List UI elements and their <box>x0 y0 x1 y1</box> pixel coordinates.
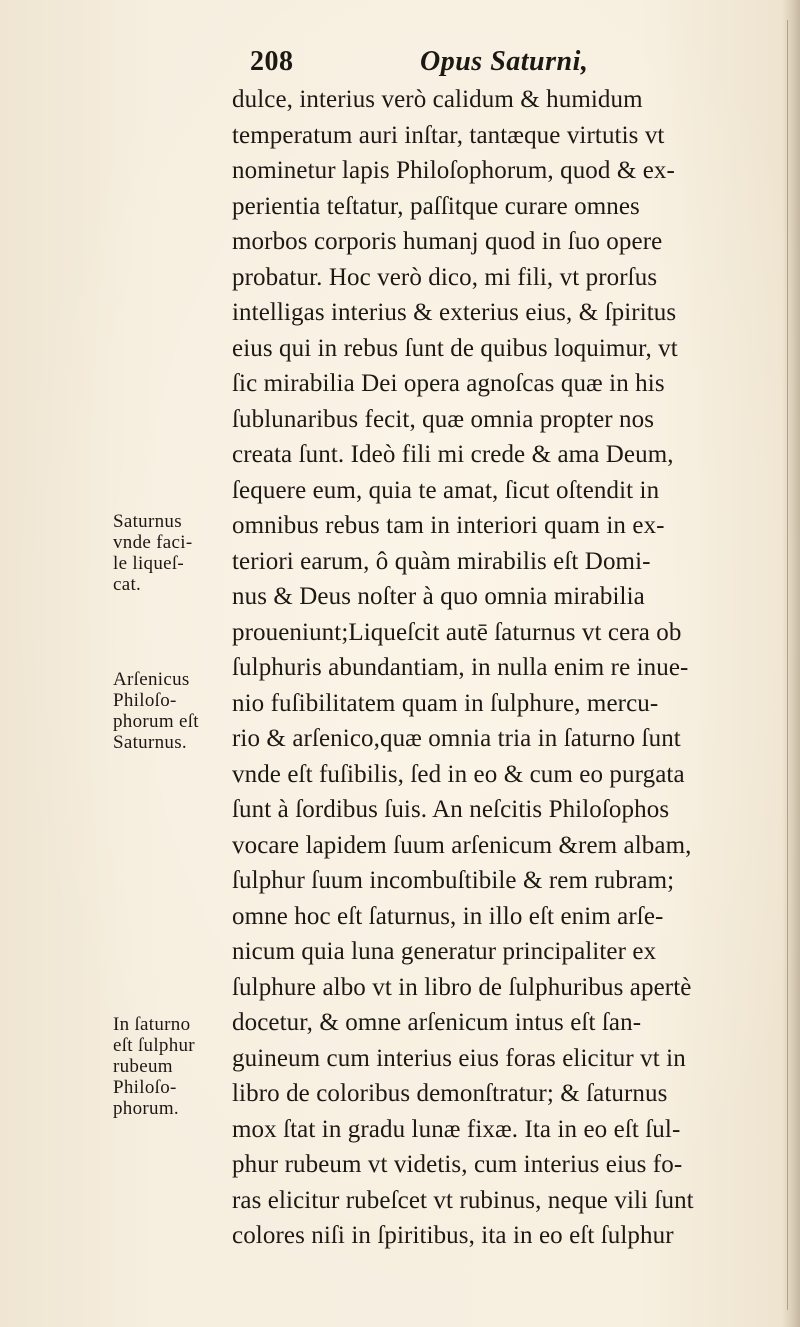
text-line: colores niſi in ſpiritibus, ita in eo eſt ſulphur <box>232 1222 674 1249</box>
running-title: Opus Saturni, <box>420 46 589 77</box>
text-line: vnde eſt fuſibilis, ſed in eo & cum eo purgata <box>232 760 685 788</box>
main-text-block <box>232 82 780 1254</box>
margin-note-line: phorum. <box>113 1098 179 1119</box>
margin-note-arsenicus <box>113 669 223 753</box>
text-line: ſunt à ſordibus ſuis. An neſcitis Philoſophos <box>232 796 670 823</box>
margin-note-saturno <box>113 1014 223 1119</box>
page-edge-shadow <box>782 0 800 1327</box>
text-line: ſic mirabilia Dei opera agnoſcas quæ in his <box>232 370 665 397</box>
text-line: omnibus rebus tam in interiori quam in ex- <box>232 512 665 539</box>
margin-note-line: phorum eſt <box>113 711 199 732</box>
text-line: creata ſunt. Ideò fili mi crede & ama Deum, <box>232 441 674 468</box>
text-line: probatur. Hoc verò dico, mi fili, vt prorſus <box>232 263 658 291</box>
text-line: ſulphure albo vt in libro de ſulphuribus apertè <box>232 973 692 1001</box>
text-line: perientia teſtatur, paſſitque curare omnes <box>232 192 640 220</box>
margin-note-line: rubeum <box>113 1056 173 1077</box>
margin-note-saturnus <box>113 511 223 595</box>
text-line: ras elicitur rubeſcet vt rubinus, neque vili ſunt <box>232 1186 694 1214</box>
text-line: rio & arſenico,quæ omnia tria in ſaturno ſunt <box>232 725 681 752</box>
text-line: teriori earum, ô quàm mirabilis eſt Domi- <box>232 547 651 575</box>
text-line: dulce, interius verò calidum & humidum <box>232 86 643 113</box>
text-line: proueniunt;Liqueſcit autē ſaturnus vt cera ob <box>232 618 682 646</box>
page-number: 208 <box>250 46 294 77</box>
text-line: libro de coloribus demonſtratur; & ſaturnus <box>232 1080 668 1107</box>
margin-note-line: Philoſo- <box>113 690 177 711</box>
text-line: guineum cum interius eius foras elicitur vt in <box>232 1044 686 1072</box>
text-line: omne hoc eſt ſaturnus, in illo eſt enim arſe- <box>232 902 664 930</box>
text-line: ſublunaribus fecit, quæ omnia propter nos <box>232 405 655 433</box>
text-line: nio fuſibilitatem quam in ſulphure, mercu- <box>232 689 659 717</box>
text-line: nominetur lapis Philoſophorum, quod & ex- <box>232 157 675 184</box>
text-line: mox ſtat in gradu lunæ fixæ. Ita in eo eſt ſul- <box>232 1115 681 1143</box>
margin-note-line: le liqueſ- <box>113 553 185 574</box>
text-line: ſequere eum, quia te amat, ſicut oſtendit in <box>232 476 660 504</box>
margin-note-line: eſt ſulphur <box>113 1035 195 1056</box>
text-line: eius qui in rebus ſunt de quibus loquimur, vt <box>232 334 678 362</box>
text-line: intelligas interius & exterius eius, & ſpiritus <box>232 299 677 326</box>
page-header <box>240 44 760 80</box>
margin-note-line: Arſenicus <box>113 669 190 690</box>
text-line: docetur, & omne arſenicum intus eſt ſan- <box>232 1009 642 1036</box>
text-line: morbos corporis humanj quod in ſuo opere <box>232 228 663 255</box>
margin-note-line: Saturnus <box>113 511 182 532</box>
text-line: phur rubeum vt videtis, cum interius eius fo- <box>232 1151 683 1178</box>
margin-note-line: In ſaturno <box>113 1014 191 1035</box>
margin-note-line: vnde faci- <box>113 532 193 553</box>
text-line: ſulphuris abundantiam, in nulla enim re inue- <box>232 654 689 681</box>
margin-note-line: cat. <box>113 574 142 595</box>
text-line: temperatum auri inſtar, tantæque virtutis vt <box>232 121 665 149</box>
margin-note-line: Saturnus. <box>113 732 187 753</box>
margin-note-line: Philoſo- <box>113 1077 177 1098</box>
page-edge-line <box>787 20 788 1310</box>
text-line: nicum quia luna generatur principaliter ex <box>232 938 657 965</box>
text-line: nus & Deus noſter à quo omnia mirabilia <box>232 583 645 610</box>
text-line: vocare lapidem ſuum arſenicum &rem albam, <box>232 831 692 859</box>
text-line: ſulphur ſuum incombuſtibile & rem rubram; <box>232 867 675 894</box>
